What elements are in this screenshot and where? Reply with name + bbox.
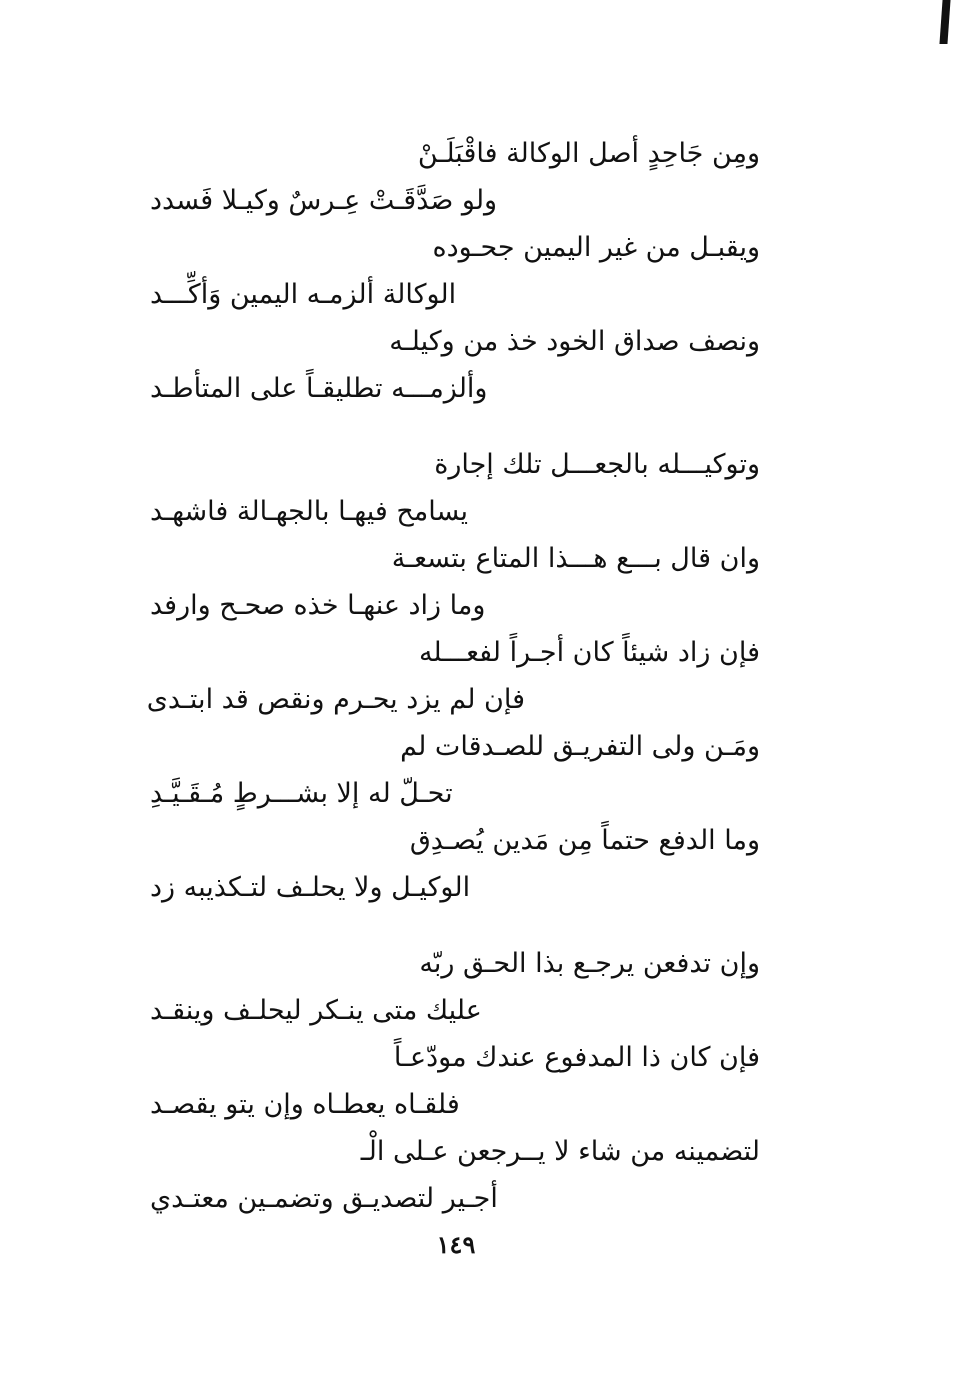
verse xyxy=(150,723,760,817)
verse-first-hemistich: وإن تدفعن يرجـع بذا الحـق ربّه xyxy=(419,948,760,979)
verse-first-hemistich: فإن زاد شيئاً كان أجـراً لفعـــله xyxy=(418,637,760,668)
verse-first-hemistich: لتضمينه من شاء لا يــرجعن عـلى الْـ xyxy=(360,1136,760,1167)
verse xyxy=(150,535,760,629)
stanza xyxy=(150,130,760,412)
verse-second-hemistich: الوكيـل ولا يحلـف لتـكذيبه زد xyxy=(150,872,471,903)
verse-second-hemistich: فإن لم يزد يحـرم ونقص قد ابتـدى xyxy=(146,684,525,715)
verse-first-hemistich: ومِن جَاحِدٍ أصل الوكالة فاقْبَلَـنْ xyxy=(417,138,760,169)
verse-first-hemistich: فإن كان ذا المدفوع عندك مودّعـاً xyxy=(393,1042,760,1073)
verse xyxy=(150,940,760,1034)
verse-second-hemistich: ولو صَدَّقَـتْ عِـرسٌ وكيـلا فَسدد xyxy=(150,185,498,216)
verse-second-hemistich: وألزمـــه تطليقـاً على المتأطـد xyxy=(150,373,488,404)
verse-second-hemistich: تحـلّ له إلا بشـــرطٍ مُـقَـيَّـدِ xyxy=(150,778,453,809)
verse xyxy=(150,441,760,535)
verse xyxy=(150,130,760,224)
verse xyxy=(150,224,760,318)
stanza xyxy=(150,940,760,1222)
verse-second-hemistich: وما زاد عنهـا خذه صحـح وارفد xyxy=(150,590,486,621)
verse-second-hemistich: عليك متى ينـكر ليحلـف وينقـد xyxy=(150,995,482,1026)
verse xyxy=(150,318,760,412)
verse-first-hemistich: وان قال بـــع هـــذا المتاع بتسعـة xyxy=(391,543,760,574)
verse-second-hemistich: فلقـاه يعطـاه وإن يتو يقصـد xyxy=(150,1089,460,1120)
verse-first-hemistich: وتوكيـــله بالجعـــل تلك إجارة xyxy=(434,449,760,480)
page-edge-mark xyxy=(939,0,950,44)
verse-second-hemistich: الوكالة ألزمـه اليمين وَأكِّـــد xyxy=(150,279,457,310)
verse-first-hemistich: وما الدفع حتماً مِن مَدين يُصـدِق xyxy=(409,825,760,856)
verse-first-hemistich: ونصف صداق الخود خذ من وكيلـه xyxy=(389,326,760,357)
verse xyxy=(146,629,760,723)
verse xyxy=(150,1034,760,1128)
verse-first-hemistich: ومَـن ولى التفريـق للصـدقات لم xyxy=(400,731,760,762)
stanza xyxy=(146,441,760,911)
verse xyxy=(150,1128,760,1222)
page-number: ١٤٩ xyxy=(436,1230,476,1259)
verse-second-hemistich: أجـير لتصديـق وتضمـين معتـدي xyxy=(150,1183,498,1214)
verse-first-hemistich: ويقبـل من غير اليمين جحـوده xyxy=(432,232,760,263)
verse xyxy=(150,817,760,911)
verse-second-hemistich: يسامح فيهـا بالجهـالة فاشهـد xyxy=(150,496,469,527)
poem xyxy=(146,130,760,1251)
